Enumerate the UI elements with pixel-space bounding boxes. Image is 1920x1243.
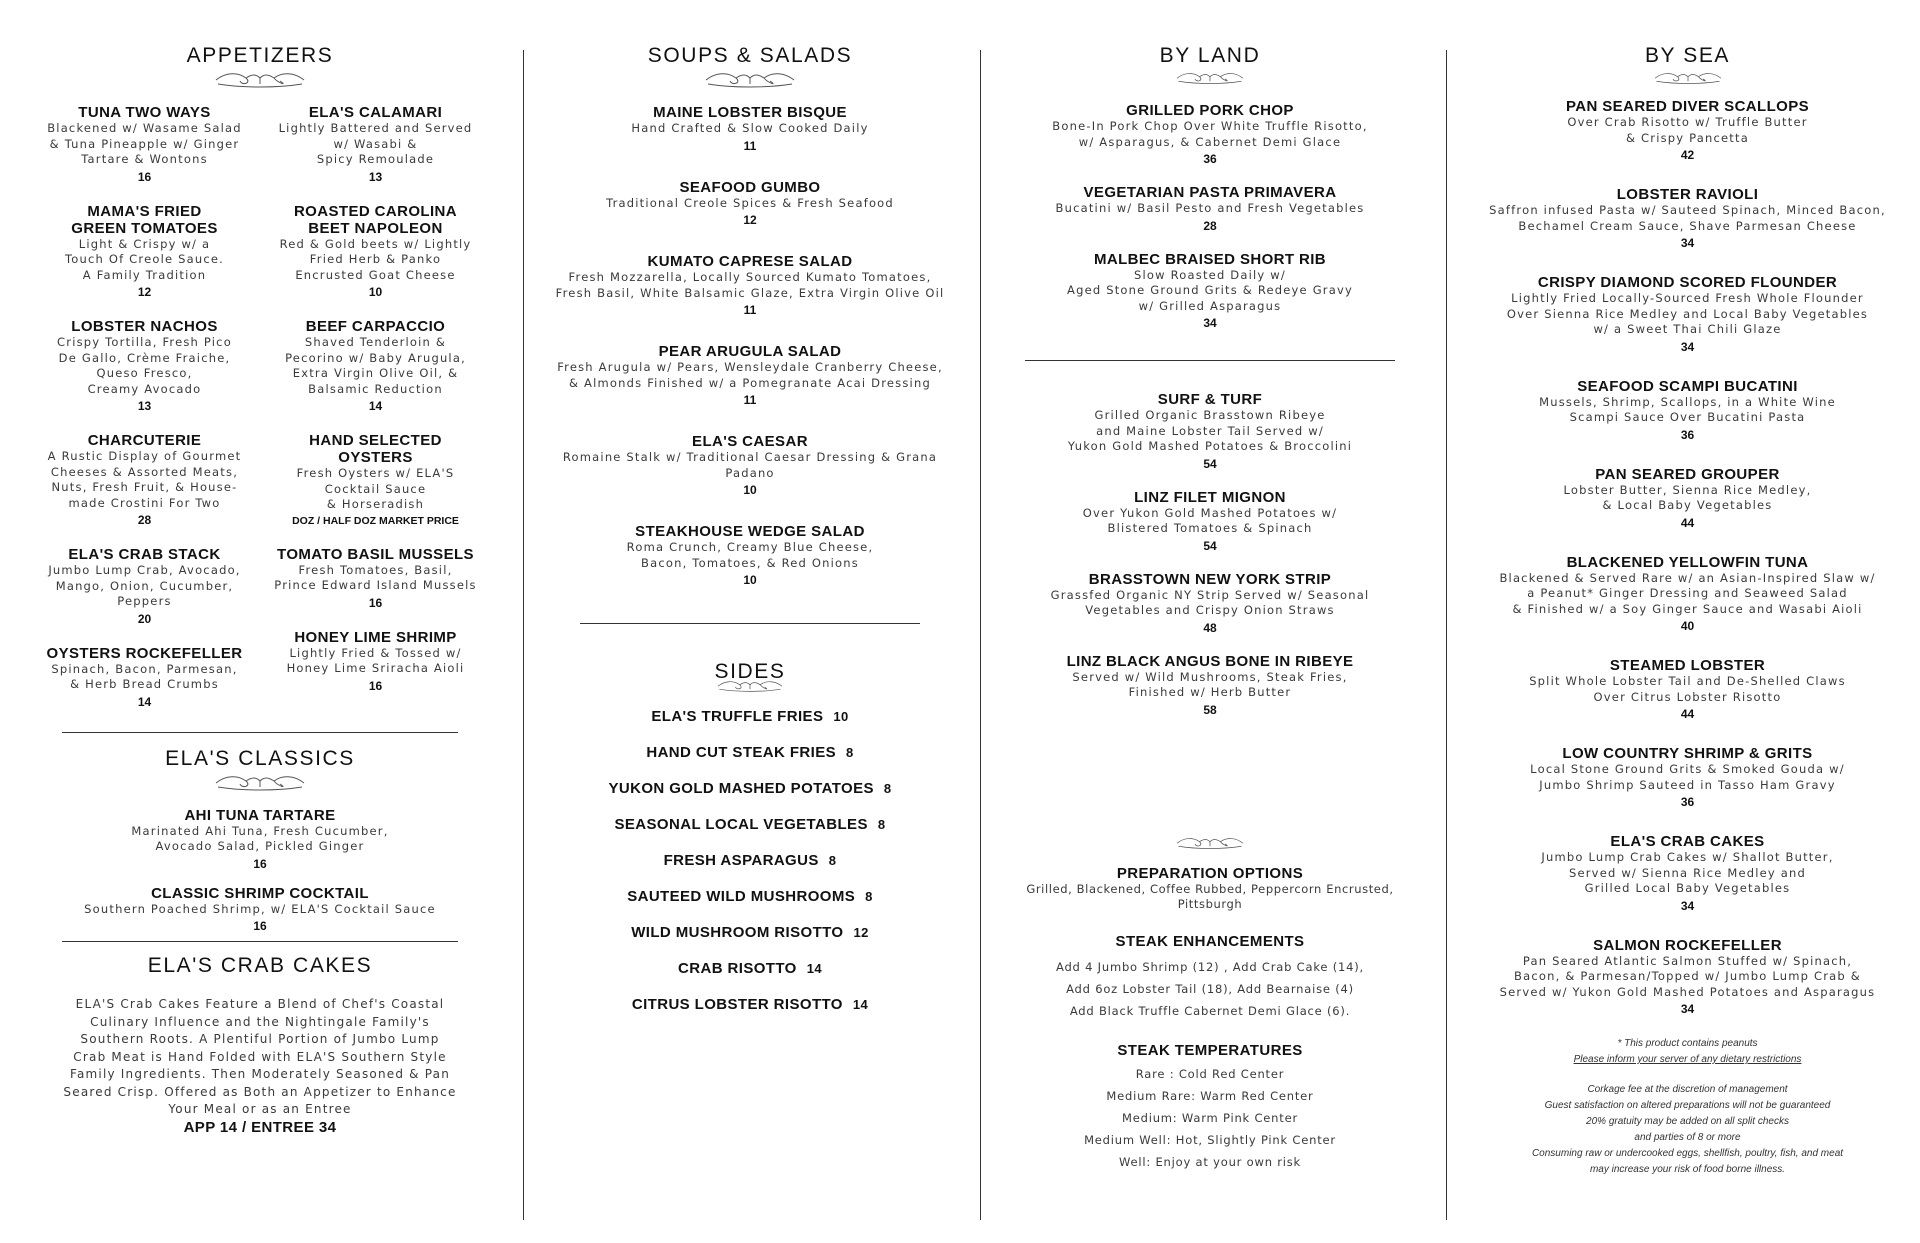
item-price: 44: [1680, 707, 1695, 721]
side-price: 14: [852, 997, 869, 1012]
item-price: 44: [1680, 515, 1695, 530]
menu-item: [40, 645, 249, 709]
item-price: 28: [137, 513, 152, 527]
item-description: Bone-In Pork Chop Over White Truffle Risotto, w/ Asparagus, & Cabernet Demi Glace: [1052, 119, 1368, 149]
menu-item: [1460, 98, 1915, 162]
menu-item: [995, 571, 1425, 635]
item-name: LOBSTER NACHOS: [71, 318, 218, 335]
item-description: Roma Crunch, Creamy Blue Cheese, Bacon, Tomatoes, & Red Onions: [626, 540, 874, 570]
item-price: DOZ / HALF DOZ MARKET PRICE: [292, 514, 459, 527]
steak-temperatures: [995, 1042, 1425, 1173]
item-name: GRILLED PORK CHOP: [1126, 102, 1294, 119]
sea-title: BY SEA: [1644, 44, 1731, 67]
side-item: [540, 816, 960, 833]
item-description: Fresh Oysters w/ ELA'S Cocktail Sauce & Horseradish: [296, 466, 455, 511]
side-name: CITRUS LOBSTER RISOTTO: [631, 996, 843, 1013]
item-description: Over Yukon Gold Mashed Potatoes w/ Blistered Tomatoes & Spinach: [1082, 505, 1338, 535]
item-description: Romaine Stalk w/ Traditional Caesar Dressing & Grana Padano: [562, 450, 938, 480]
menu-item: [540, 523, 960, 587]
item-description: Light & Crispy w/ a Touch Of Creole Sauce. A Family Tradition: [64, 236, 225, 282]
menu-item: [540, 343, 960, 407]
item-description: Marinated Ahi Tuna, Fresh Cucumber, Avocado Salad, Pickled Ginger: [131, 823, 389, 853]
item-name: OYSTERS ROCKEFELLER: [46, 644, 243, 662]
side-name: FRESH ASPARAGUS: [663, 852, 819, 869]
item-description: Shaved Tenderloin & Pecorino w/ Baby Arugula, Extra Virgin Olive Oil, & Balsamic Reduction: [285, 335, 466, 396]
item-description: Blackened & Served Rare w/ an Asian-Inspired Slaw w/ a Peanut* Ginger Dressing and Seaweed Salad & Finished w/ a Soy Ginger Sauce and Wasabi Aioli: [1499, 570, 1876, 616]
item-price: 36: [1680, 427, 1695, 442]
temperature-line: Medium Rare: Warm Red Center: [1106, 1088, 1314, 1103]
item-description: Grassfed Organic NY Strip Served w/ Seasonal Vegetables and Crispy Onion Straws: [1050, 587, 1370, 617]
item-description: Slow Roasted Daily w/ Aged Stone Ground Grits & Redeye Gravy w/ Grilled Asparagus: [1067, 267, 1353, 313]
menu-item: [40, 104, 249, 184]
soups-list: [540, 104, 960, 587]
menu-item: [995, 391, 1425, 471]
item-description: Over Crab Risotto w/ Truffle Butter & Crispy Pancetta: [1567, 115, 1808, 145]
flourish-ornament: [1174, 837, 1246, 851]
enhancement-line: Add 6oz Lobster Tail (18), Add Bearnaise (4): [1066, 981, 1354, 996]
side-price: 8: [828, 853, 837, 868]
item-name: BLACKENED YELLOWFIN TUNA: [1566, 553, 1809, 571]
side-name: ELA'S TRUFFLE FRIES: [651, 708, 824, 725]
item-price: 14: [368, 399, 383, 413]
sides-list: [540, 708, 960, 1013]
menu-item: [271, 104, 480, 184]
item-name: HAND SELECTED OYSTERS: [309, 432, 442, 466]
footer-line: and parties of 8 or more: [1634, 1132, 1741, 1143]
item-description: Saffron infused Pasta w/ Sauteed Spinach, Minced Bacon, Bechamel Cream Sauce, Shave Parmesan Cheese: [1489, 203, 1886, 233]
peanut-note: * This product contains peanuts: [1617, 1038, 1758, 1049]
item-price: 34: [1680, 236, 1695, 250]
item-description: Southern Poached Shrimp, w/ ELA'S Cocktail Sauce: [84, 901, 436, 916]
item-description: Lightly Fried Locally-Sourced Fresh Whole Flounder Over Sienna Rice Medley and Local Baby Vegetables w/ a Sweet Thai Chili Glaze: [1506, 291, 1869, 336]
side-item: [540, 924, 960, 941]
item-name: CLASSIC SHRIMP COCKTAIL: [151, 884, 369, 902]
menu-item: [1460, 937, 1915, 1017]
item-name: ROASTED CAROLINA BEET NAPOLEON: [293, 202, 458, 237]
item-name: SEAFOOD GUMBO: [679, 178, 821, 196]
item-price: 16: [253, 856, 267, 871]
temperature-line: Well: Enjoy at your own risk: [1118, 1154, 1302, 1169]
item-description: Pan Seared Atlantic Salmon Stuffed w/ Spinach, Bacon, & Parmesan/Topped w/ Jumbo Lump Crab & Served w/ Yukon Gold Mashed Potatoes and Asparagus: [1499, 953, 1876, 999]
item-description: Jumbo Lump Crab Cakes w/ Shallot Butter, Served w/ Sienna Rice Medley and Grilled Local Baby Vegetables: [1541, 850, 1834, 895]
side-name: WILD MUSHROOM RISOTTO: [631, 924, 844, 941]
side-price: 12: [853, 925, 869, 940]
item-name: MAINE LOBSTER BISQUE: [653, 104, 847, 121]
item-price: 16: [253, 919, 267, 933]
menu-item: [1460, 745, 1915, 809]
menu-item: [40, 432, 249, 527]
item-name: LOW COUNTRY SHRIMP & GRITS: [1562, 745, 1813, 762]
item-name: CRISPY DIAMOND SCORED FLOUNDER: [1537, 274, 1838, 291]
side-price: 8: [865, 889, 873, 904]
item-name: MAMA'S FRIED GREEN TOMATOES: [71, 202, 218, 237]
item-name: VEGETARIAN PASTA PRIMAVERA: [1083, 184, 1337, 201]
menu-item: [40, 318, 249, 413]
item-price: 13: [137, 399, 152, 413]
section-divider: [580, 623, 920, 624]
item-name: BRASSTOWN NEW YORK STRIP: [1088, 570, 1332, 588]
item-price: 16: [137, 169, 152, 184]
item-price: 34: [1680, 339, 1695, 354]
column-divider: [523, 50, 524, 1220]
item-description: Jumbo Lump Crab, Avocado, Mango, Onion, Cucumber, Peppers: [48, 563, 241, 608]
item-name: MALBEC BRAISED SHORT RIB: [1093, 250, 1327, 268]
item-description: Fresh Mozzarella, Locally Sourced Kumato Tomatoes, Fresh Basil, White Balsamic Glaze, Extra Virgin Olive Oil: [555, 270, 945, 300]
item-description: Grilled Organic Brasstown Ribeye and Maine Lobster Tail Served w/ Yukon Gold Mashed Potatoes & Broccolini: [1067, 408, 1353, 453]
item-name: TOMATO BASIL MUSSELS: [277, 545, 474, 563]
item-price: 13: [368, 169, 383, 184]
section-divider: [62, 941, 458, 942]
item-price: 10: [743, 573, 757, 587]
item-description: Fresh Arugula w/ Pears, Wensleydale Cranberry Cheese, & Almonds Finished w/ a Pomegranate Acai Dressing: [557, 360, 943, 390]
menu-item: [1460, 657, 1915, 721]
menu-item: [1460, 274, 1915, 354]
item-description: Lightly Fried & Tossed w/ Honey Lime Sriracha Aioli: [286, 645, 465, 675]
flourish-ornament: [212, 775, 308, 793]
menu-item: [540, 433, 960, 497]
dietary-note: Please inform your server of any dietary restrictions: [1573, 1054, 1802, 1065]
menu-item: [1460, 833, 1915, 913]
item-name: TUNA TWO WAYS: [78, 104, 211, 121]
enhancements-title: STEAK ENHANCEMENTS: [1115, 932, 1305, 950]
item-price: 40: [1680, 619, 1695, 633]
side-name: SEASONAL LOCAL VEGETABLES: [614, 816, 868, 833]
flourish-ornament: [212, 72, 308, 90]
column-by-sea: [1460, 36, 1915, 1225]
menu-item: [995, 184, 1425, 233]
item-description: Mussels, Shrimp, Scallops, in a White Wine Scampi Sauce Over Bucatini Pasta: [1539, 394, 1836, 424]
menu-item: [540, 253, 960, 317]
side-name: SAUTEED WILD MUSHROOMS: [627, 888, 856, 905]
item-name: LINZ FILET MIGNON: [1134, 488, 1286, 506]
side-item: [540, 780, 960, 797]
item-name: AHI TUNA TARTARE: [184, 806, 336, 824]
item-description: Blackened w/ Wasame Salad & Tuna Pineapple w/ Ginger Tartare & Wontons: [47, 121, 242, 166]
prep-title: PREPARATION OPTIONS: [1116, 864, 1304, 882]
item-price: 10: [368, 285, 383, 299]
menu-item: [271, 546, 480, 610]
footer-line: 20% gratuity may be added on all split checks: [1586, 1116, 1789, 1127]
menu-item: [995, 102, 1425, 166]
item-description: Hand Crafted & Slow Cooked Daily: [631, 121, 869, 135]
item-name: PEAR ARUGULA SALAD: [658, 343, 842, 360]
item-price: 20: [137, 611, 152, 626]
item-name: ELA'S CALAMARI: [308, 104, 443, 121]
land-title: BY LAND: [1159, 44, 1261, 67]
crabcakes-price: APP 14 / ENTREE 34: [183, 1118, 337, 1136]
footer-line: may increase your risk of food borne illness.: [1589, 1164, 1786, 1175]
item-description: Traditional Creole Spices & Fresh Seafood: [606, 195, 894, 210]
appetizers-left-column: [40, 104, 249, 728]
item-price: 42: [1680, 148, 1695, 162]
item-description: Crispy Tortilla, Fresh Pico De Gallo, Crème Fraiche, Queso Fresco, Creamy Avocado: [57, 335, 232, 396]
column-by-land: [995, 36, 1425, 1225]
item-description: Red & Gold beets w/ Lightly Fried Herb & Panko Encrusted Goat Cheese: [279, 236, 472, 282]
appetizers-title: APPETIZERS: [186, 44, 334, 67]
appetizers-right-column: [271, 104, 480, 728]
enhancement-line: Add Black Truffle Cabernet Demi Glace (6).: [1069, 1003, 1351, 1018]
item-name: SURF & TURF: [1157, 391, 1263, 408]
section-divider: [62, 732, 458, 733]
item-price: 34: [1203, 316, 1217, 330]
item-price: 54: [1203, 538, 1217, 553]
flourish-ornament: [1652, 72, 1724, 86]
side-price: 14: [806, 961, 822, 976]
item-price: 58: [1203, 702, 1217, 717]
footer-notes: [1460, 1036, 1915, 1178]
item-price: 11: [743, 138, 757, 153]
side-item: [540, 744, 960, 761]
item-name: SEAFOOD SCAMPI BUCATINI: [1577, 377, 1798, 395]
side-name: HAND CUT STEAK FRIES: [646, 744, 837, 761]
land-list-b: [995, 391, 1425, 717]
item-price: 34: [1680, 898, 1695, 913]
section-divider: [1025, 360, 1395, 361]
item-name: CHARCUTERIE: [87, 432, 202, 449]
item-price: 34: [1680, 1002, 1695, 1016]
column-soups-sides: [540, 36, 960, 1225]
side-price: 10: [833, 709, 849, 724]
menu-item: [271, 203, 480, 300]
item-description: A Rustic Display of Gourmet Cheeses & Assorted Meats, Nuts, Fresh Fruit, & House- made Crostini For Two: [47, 449, 242, 510]
side-price: 8: [883, 781, 892, 796]
menu-item: [995, 489, 1425, 553]
item-price: 36: [1680, 795, 1695, 809]
preparation-options: [995, 865, 1425, 913]
side-item: [540, 708, 960, 725]
footer-line: Guest satisfaction on altered preparations will not be guaranteed: [1544, 1100, 1831, 1111]
sides-title: SIDES: [714, 660, 786, 683]
item-name: ELA'S CAESAR: [692, 433, 808, 450]
footer-line: Corkage fee at the discretion of management: [1587, 1084, 1788, 1095]
item-price: 11: [743, 393, 757, 407]
item-name: KUMATO CAPRESE SALAD: [647, 253, 853, 270]
side-price: 8: [846, 745, 854, 760]
flourish-ornament: [1174, 72, 1246, 86]
column-appetizers: [40, 36, 480, 1225]
item-price: 11: [743, 303, 757, 317]
menu-item: [1460, 378, 1915, 442]
item-description: Spinach, Bacon, Parmesan, & Herb Bread Crumbs: [51, 661, 238, 691]
prep-description: Grilled, Blackened, Coffee Rubbed, Peppercorn Encrusted, Pittsburgh: [1026, 881, 1394, 911]
sea-list: [1460, 98, 1915, 1016]
menu-item: [1460, 554, 1915, 634]
item-price: 10: [743, 483, 757, 497]
footer-line: Consuming raw or undercooked eggs, shellfish, poultry, fish, and meat: [1531, 1148, 1844, 1159]
item-name: PAN SEARED GROUPER: [1595, 465, 1780, 483]
menu-item: [40, 885, 480, 934]
menu-item: [271, 318, 480, 413]
side-item: [540, 852, 960, 869]
temperature-line: Medium Well: Hot, Slightly Pink Center: [1084, 1132, 1336, 1147]
menu-item: [40, 203, 249, 300]
item-price: 36: [1203, 152, 1217, 166]
menu-item: [540, 179, 960, 228]
item-description: Split Whole Lobster Tail and De-Shelled Claws Over Citrus Lobster Risotto: [1529, 674, 1846, 704]
menu-item: [540, 104, 960, 153]
item-price: 14: [137, 694, 152, 709]
column-divider: [1446, 50, 1447, 1220]
item-name: STEAKHOUSE WEDGE SALAD: [635, 523, 865, 540]
appetizers-grid: [40, 104, 480, 728]
side-price: 8: [877, 817, 886, 832]
enhancement-line: Add 4 Jumbo Shrimp (12) , Add Crab Cake (14),: [1055, 959, 1364, 974]
item-price: 12: [137, 285, 152, 299]
flourish-ornament: [702, 72, 798, 90]
menu-item: [1460, 466, 1915, 530]
item-name: ELA'S CRAB CAKES: [1610, 833, 1765, 850]
classics-title: ELA'S CLASSICS: [165, 746, 355, 770]
side-name: CRAB RISOTTO: [678, 960, 797, 977]
menu-item: [995, 653, 1425, 717]
item-description: Local Stone Ground Grits & Smoked Gouda w/ Jumbo Shrimp Sauteed in Tasso Ham Gravy: [1530, 762, 1845, 792]
item-description: Lobster Butter, Sienna Rice Medley, & Local Baby Vegetables: [1563, 482, 1812, 512]
item-name: SALMON ROCKEFELLER: [1593, 936, 1782, 954]
temperature-line: Medium: Warm Pink Center: [1122, 1110, 1298, 1125]
item-description: Lightly Battered and Served w/ Wasabi & Spicy Remoulade: [278, 121, 473, 166]
item-name: HONEY LIME SHRIMP: [294, 628, 457, 646]
crabcakes-description: ELA'S Crab Cakes Feature a Blend of Chef's Coastal Culinary Influence and the Nightingale Family's Southern Roots. A Plentiful Portion of Jumbo Lump Crab Meat is Hand Folded with ELA'S Southern Style Family Ingredients. Then Moderately Seasoned & Pan Seared Crisp. Offered as Both an Appetizer to Enhance Your Meal or as an Entree: [63, 997, 457, 1116]
item-name: LOBSTER RAVIOLI: [1616, 186, 1759, 203]
item-name: STEAMED LOBSTER: [1609, 657, 1766, 674]
column-divider: [980, 50, 981, 1220]
item-price: 16: [368, 678, 383, 693]
item-price: 12: [743, 213, 757, 227]
item-description: Bucatini w/ Basil Pesto and Fresh Vegetables: [1055, 201, 1365, 215]
menu-item: [271, 629, 480, 693]
item-description: Fresh Tomatoes, Basil, Prince Edward Island Mussels: [274, 562, 477, 592]
steak-enhancements: [995, 933, 1425, 1022]
menu-item: [1460, 186, 1915, 250]
menu-item: [995, 251, 1425, 331]
menu-item: [271, 432, 480, 527]
item-description: Served w/ Wild Mushrooms, Steak Fries, Finished w/ Herb Butter: [1072, 669, 1348, 699]
side-item: [540, 960, 960, 977]
item-name: BEEF CARPACCIO: [305, 318, 446, 335]
menu-item: [40, 807, 480, 871]
item-name: PAN SEARED DIVER SCALLOPS: [1565, 98, 1810, 115]
crabcakes-title: ELA'S CRAB CAKES: [147, 954, 373, 977]
menu-item: [40, 546, 249, 626]
item-price: 28: [1203, 218, 1217, 233]
soups-title: SOUPS & SALADS: [647, 44, 853, 67]
side-item: [540, 996, 960, 1013]
temperatures-title: STEAK TEMPERATURES: [1117, 1041, 1303, 1059]
item-price: 48: [1203, 620, 1217, 635]
land-list-a: [995, 102, 1425, 330]
side-name: YUKON GOLD MASHED POTATOES: [608, 780, 874, 797]
item-name: ELA'S CRAB STACK: [68, 546, 221, 563]
temperature-line: Rare : Cold Red Center: [1135, 1066, 1285, 1081]
item-price: 54: [1203, 456, 1217, 471]
side-item: [540, 888, 960, 905]
item-name: LINZ BLACK ANGUS BONE IN RIBEYE: [1066, 652, 1354, 670]
item-price: 16: [368, 595, 383, 610]
